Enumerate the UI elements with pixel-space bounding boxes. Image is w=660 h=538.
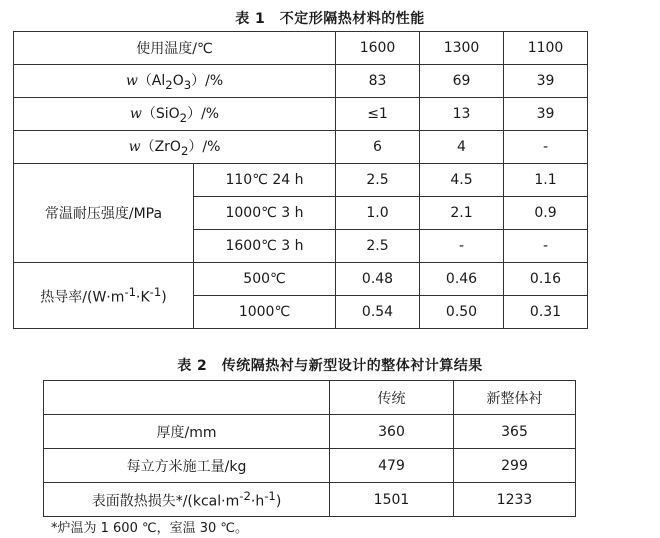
table-cell: ≤1: [336, 98, 420, 131]
material-properties-table: [13, 31, 588, 329]
table-cell: 0.54: [336, 296, 420, 329]
table-cell: -: [504, 230, 588, 263]
table-cell: 0.46: [420, 263, 504, 296]
table-row: [14, 164, 588, 197]
table-row: [44, 381, 576, 415]
table-cell: 4.5: [420, 164, 504, 197]
table-cell: 69: [420, 65, 504, 98]
table-cell: 39: [504, 98, 588, 131]
table-cell: 13: [420, 98, 504, 131]
row-label-conductivity: 热导率$/(W\cdot m^{-1}\cdot K^{-1})$: [14, 263, 194, 329]
table-row: [44, 415, 576, 449]
table-row: [14, 263, 588, 296]
row-label: 每立方米施工量/kg: [44, 449, 330, 483]
row-label: 厚度/mm: [44, 415, 330, 449]
table-cell: 1501: [330, 483, 454, 517]
table-cell: 1.0: [336, 197, 420, 230]
header-cell: 1100: [504, 32, 588, 65]
table-cell: 1233: [454, 483, 576, 517]
table-cell: 4: [420, 131, 504, 164]
table-cell: 0.50: [420, 296, 504, 329]
table-row: [14, 32, 588, 65]
table-cell: 360: [330, 415, 454, 449]
table-cell: 1.1: [504, 164, 588, 197]
table-cell: 39: [504, 65, 588, 98]
table-row: [14, 98, 588, 131]
header-cell: 1600: [336, 32, 420, 65]
table-cell: -: [420, 230, 504, 263]
table-cell: 299: [454, 449, 576, 483]
header-cell: 1300: [420, 32, 504, 65]
row-label-heatloss: 表面散热损失$*/(kcal\cdot m^{-2}\cdot h^{-1})$: [44, 483, 330, 517]
table-cell: -: [504, 131, 588, 164]
condition-cell: 1000℃ 3 h: [194, 197, 336, 230]
condition-cell: 1600℃ 3 h: [194, 230, 336, 263]
table-row: [44, 449, 576, 483]
condition-cell: 500℃: [194, 263, 336, 296]
header-cell: 使用温度/℃: [14, 32, 336, 65]
condition-cell: 1000℃: [194, 296, 336, 329]
footnote: *炉温为 1 600 ℃，室温 30 ℃。: [51, 521, 248, 536]
header-cell: 新整体衬: [454, 381, 576, 415]
table-cell: 0.31: [504, 296, 588, 329]
condition-cell: 110℃ 24 h: [194, 164, 336, 197]
header-cell: 传统: [330, 381, 454, 415]
table-cell: 83: [336, 65, 420, 98]
row-label-al2o3: $w(Al_2O_3)/\%$: [14, 65, 336, 98]
table-cell: 365: [454, 415, 576, 449]
table2-caption: 表 2 传统隔热衬与新型设计的整体衬计算结果: [177, 358, 483, 374]
table-cell: 0.16: [504, 263, 588, 296]
lining-comparison-table: [43, 380, 576, 517]
table-row: [14, 131, 588, 164]
row-label-sio2: w（SiO$_2$）/%: [14, 98, 336, 131]
table-row: [14, 65, 588, 98]
header-cell: [44, 381, 330, 415]
table-row: [44, 483, 576, 517]
table-cell: 2.5: [336, 230, 420, 263]
table-cell: 0.9: [504, 197, 588, 230]
table-cell: 0.48: [336, 263, 420, 296]
table-cell: 6: [336, 131, 420, 164]
table1-caption: 表 1 不定形隔热材料的性能: [235, 11, 425, 27]
row-label-strength: 常温耐压强度/MPa: [14, 164, 194, 263]
table-cell: 2.5: [336, 164, 420, 197]
row-label-zro2: w（ZrO$_2$）/%: [14, 131, 336, 164]
table-cell: 2.1: [420, 197, 504, 230]
table-cell: 479: [330, 449, 454, 483]
